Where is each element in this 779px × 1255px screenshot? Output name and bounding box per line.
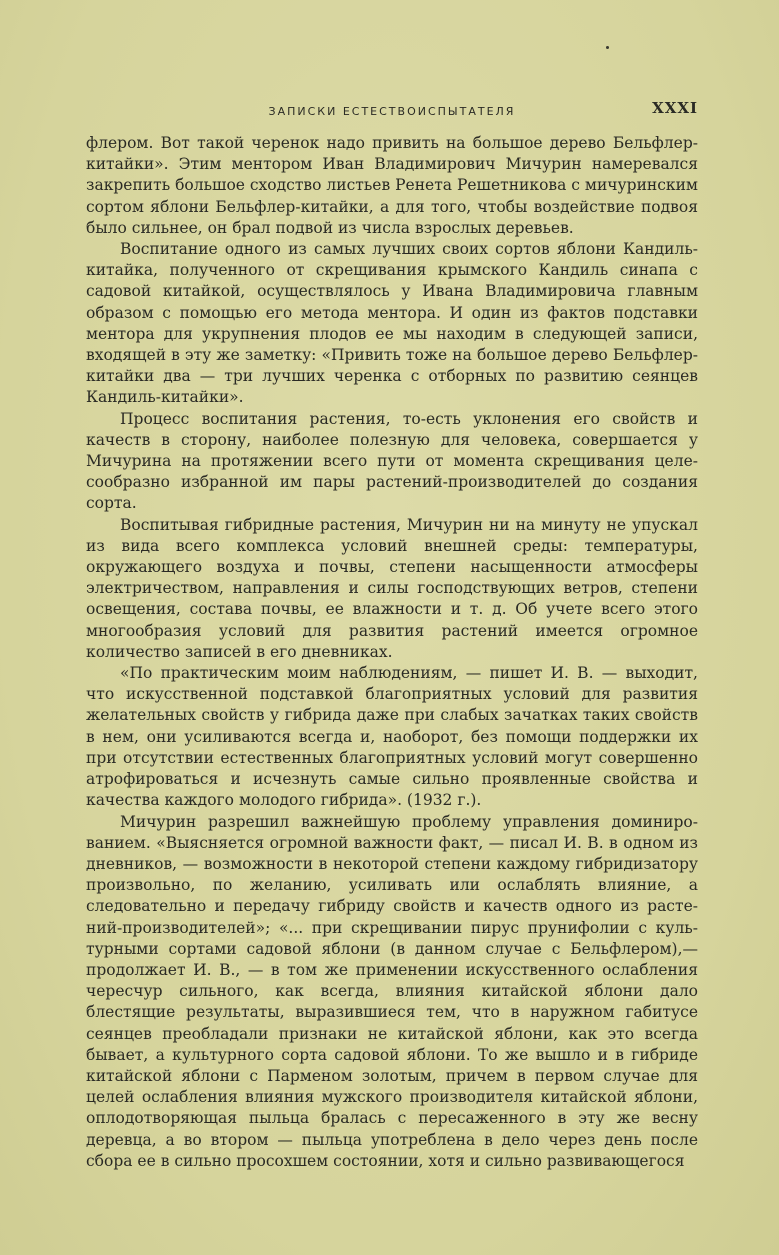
paragraph: флером. Вот такой черенок надо привить на большое дерево Бельфлер-китайки». Этим ментором Иван Владимирович Мичурин намеревался закрепить большое сходство листьев Ренета Решетникова с мичуринским сортом яблони Бельфлер-китайки, а для того, чтобы воздействие подвоя было сильнее, он брал подвой из числа взрослых деревьев. bbox=[86, 134, 698, 237]
paragraph: Процесс воспитания растения, то-есть уклонения его свойств и качеств в сторону, наиболее полезную для человека, совершается у Мичурина на протяжении всего пути от момента скрещивания целесообразно избранной им пары растений-производителей до создания сорта. bbox=[86, 409, 698, 513]
running-head bbox=[86, 99, 698, 123]
paragraph: Воспитывая гибридные растения, Мичурин ни на минуту не упускал из вида всего комплекса условий внешней среды: температуры, окружающего воздуха и почвы, степени насыщенности атмосферы электричеством, направления и силы господствующих ветров, степени освещения, состава почвы, ее влажности и т. д. Об учете всего этого многообразия условий для развития растений имеется огромное количество записей в его дневниках. bbox=[86, 515, 698, 661]
paragraph: Воспитание одного из самых лучших своих сортов яблони Кандиль-китайка, полученного от скрещивания крымского Кандиль синапа с садовой китайкой, осуществлялось у Ивана Владимировича главным образом с помощью его метода ментора. И один из фактов подставки ментора для укрупнения плодов ее мы находим в следующей записи, входящей в эту же заметку: «Привить тоже на большое дерево Бельфлер-китайки два — три лучших черенка с отборных по развитию сеянцев Кандиль-китайки». bbox=[86, 240, 698, 407]
page-number: XXXI bbox=[652, 99, 698, 117]
body-text bbox=[86, 133, 698, 1172]
running-title: ЗАПИСКИ ЕСТЕСТВОИСПЫТАТЕЛЯ bbox=[268, 105, 516, 118]
paragraph: Мичурин разрешил важнейшую проблему управления доминированием. «Выясняется огромной важности факт, — писал И. В. в одном из дневников, — возможности в некоторой степени каждому гибридизатору произвольно, по желанию, усиливать или ослаблять влияние, а следовательно и передачу гибриду свойств и качеств одного из растений-производителей»; «... при скрещивании пирус прунифолии с культурными сортами садовой яблони (в данном случае с Бельфлером),— продолжает И. В., — в том же применении искусственного ослабления чересчур сильного, как всегда, влияния китайской яблони дало блестящие результаты, выразившиеся тем, что в наружном габитусе сеянцев преобладали признаки не китайской яблони, как это всегда бывает, а культурного сорта садовой яблони. То же вышло и в гибриде китайской яблони с Парменом золотым, причем в первом случае для целей ослабления влияния мужского производителя китайской яблони, оплодотворяющая пыльца бралась с пересаженного в эту же весну деревца, а во втором — пыльца употреблена в дело через день после сбора ее в сильно просохшем состоянии, хотя и сильно развивающегося bbox=[86, 812, 698, 1170]
ink-speck bbox=[606, 46, 609, 49]
paragraph: «По практическим моим наблюдениям, — пишет И. В. — выходит, что искусственной подставкой благоприятных условий для развития желательных свойств у гибрида даже при слабых зачатках таких свойств в нем, они усиливаются всегда и, наоборот, без помощи поддержки их при отсутствии естественных благоприятных условий могут совершенно атрофироваться и исчезнуть самые сильно проявленные свойства и качества каждого молодого гибрида». (1932 г.). bbox=[86, 664, 698, 810]
